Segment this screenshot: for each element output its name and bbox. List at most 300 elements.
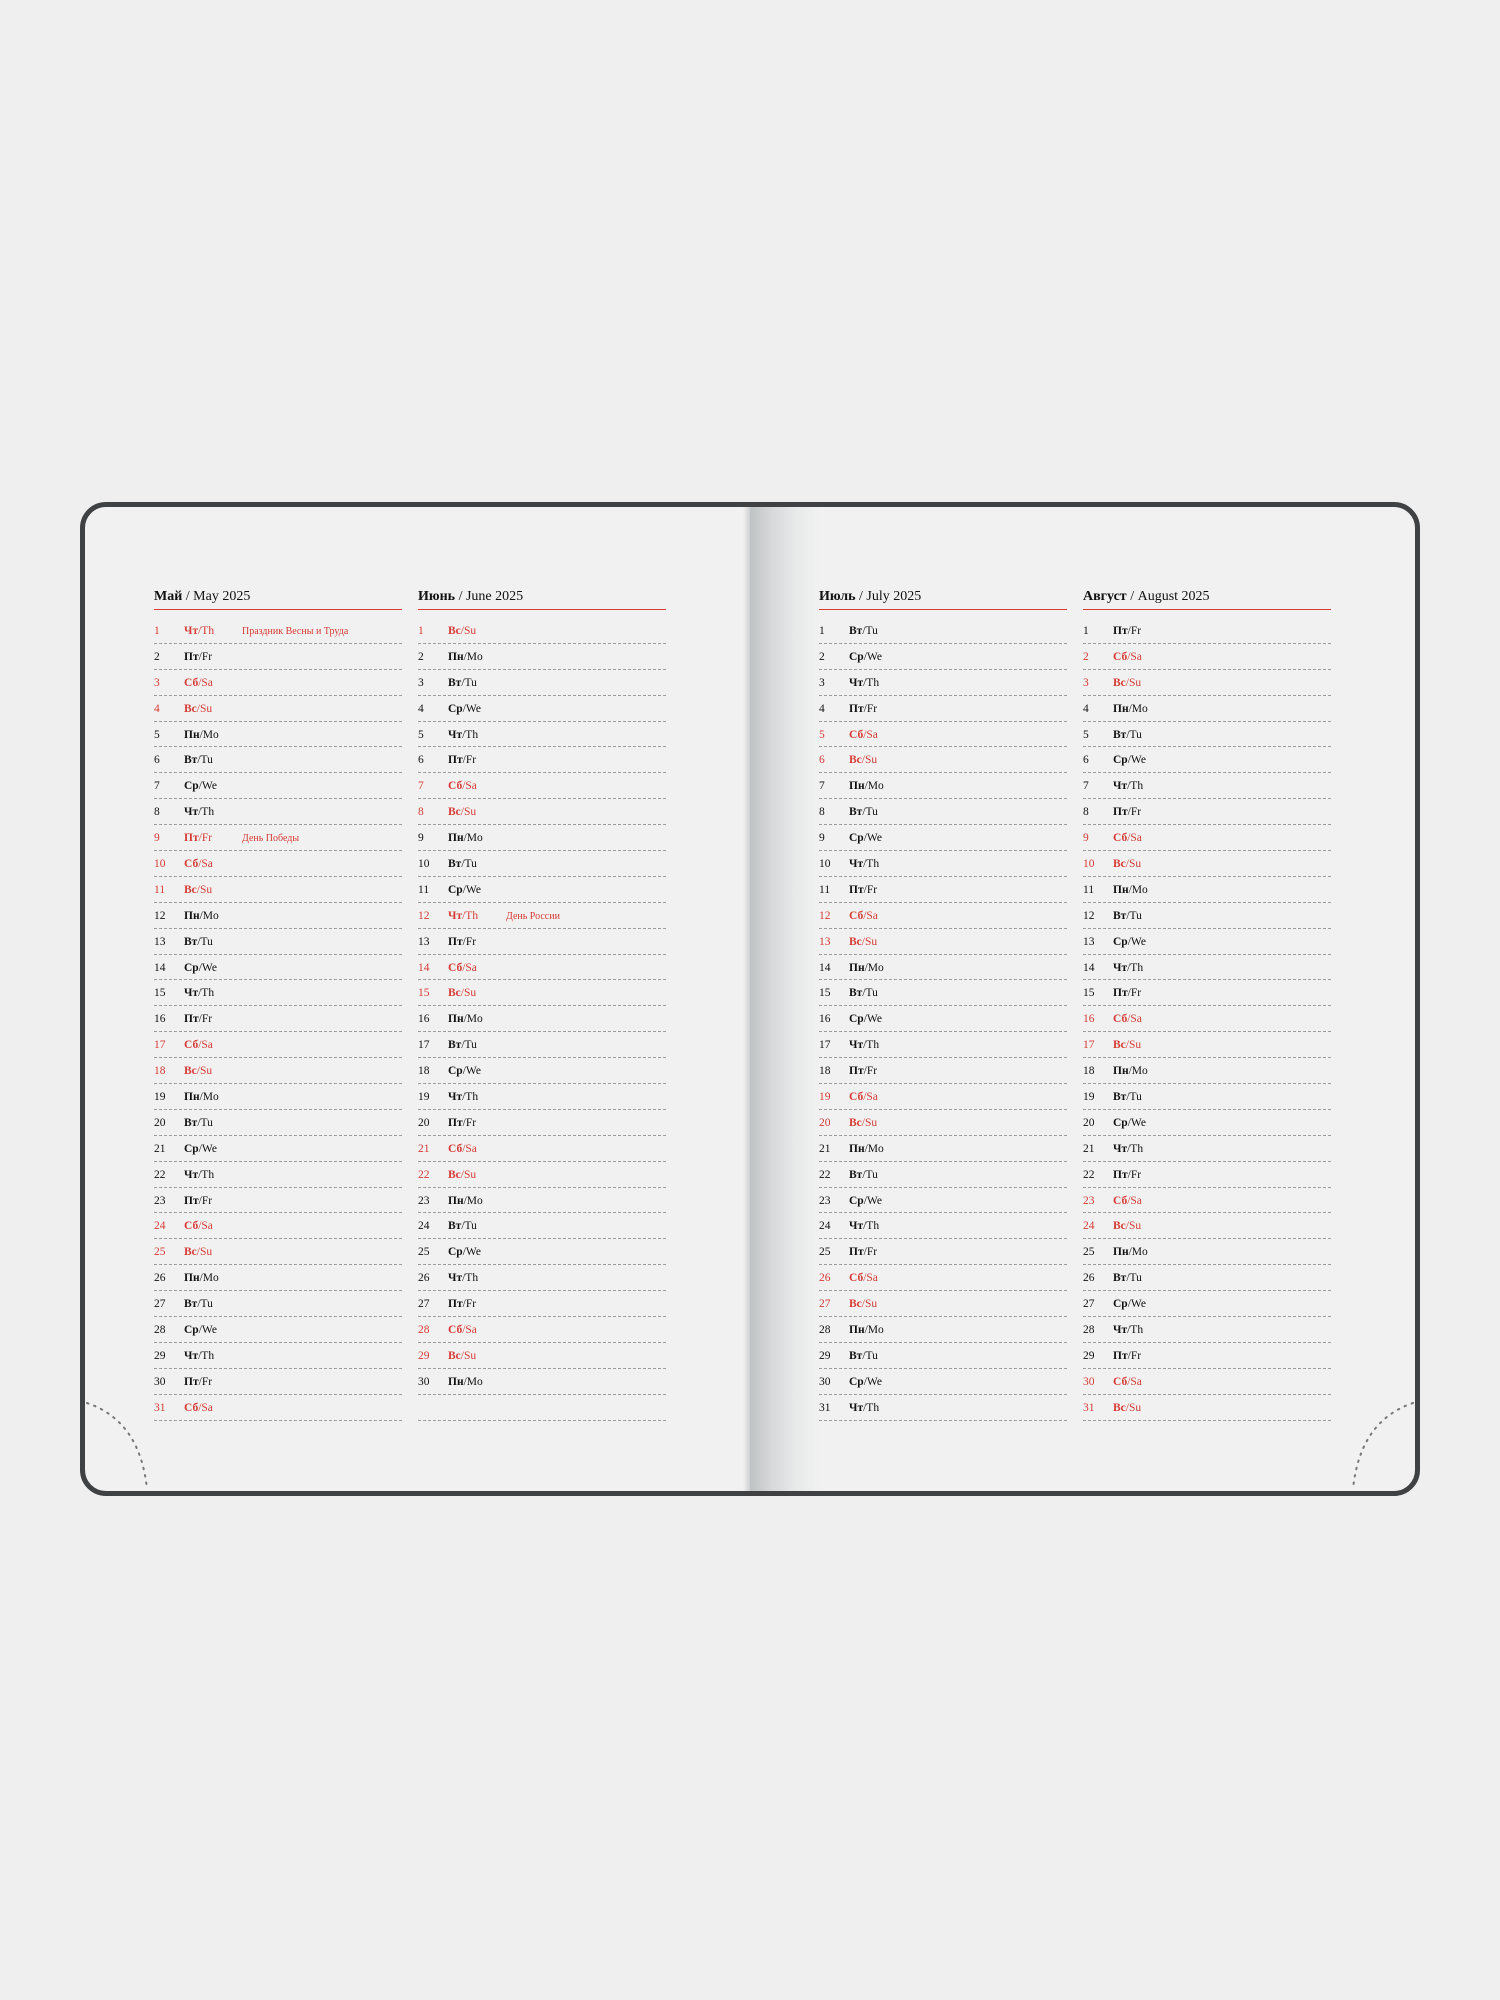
weekday-en: Fr xyxy=(201,1375,213,1388)
day-row xyxy=(819,1291,1067,1317)
day-row xyxy=(418,1162,666,1188)
day-number: 3 xyxy=(154,676,160,689)
weekday-en: Su xyxy=(1128,676,1142,689)
day-row xyxy=(418,903,666,929)
weekday-en: Su xyxy=(1128,1220,1142,1233)
weekday-ru: Вс xyxy=(1113,676,1126,689)
weekday-en: Mo xyxy=(202,1091,219,1104)
weekday-separator: / xyxy=(196,1065,200,1078)
day-number: 26 xyxy=(819,1272,831,1285)
day-row xyxy=(154,980,402,1006)
weekday-ru: Пт xyxy=(849,702,864,715)
weekday-ru: Вт xyxy=(1113,728,1127,741)
day-row xyxy=(418,670,666,696)
weekday xyxy=(849,625,878,637)
weekday-en: Tu xyxy=(865,1349,878,1362)
weekday-en: Mo xyxy=(466,650,483,663)
weekday xyxy=(184,858,213,870)
weekday-separator: / xyxy=(460,1349,464,1362)
day-row xyxy=(1083,955,1331,981)
weekday-separator: / xyxy=(462,961,466,974)
weekday xyxy=(184,884,212,896)
weekday xyxy=(184,806,214,818)
day-number: 29 xyxy=(1083,1349,1095,1362)
day-number: 19 xyxy=(819,1091,831,1104)
day-number: 7 xyxy=(1083,780,1089,793)
day-row xyxy=(819,1239,1067,1265)
day-number: 6 xyxy=(819,754,825,767)
day-row xyxy=(1083,825,1331,851)
weekday-separator: / xyxy=(1128,702,1132,715)
day-row xyxy=(154,1213,402,1239)
day-number: 7 xyxy=(819,780,825,793)
weekday-separator: / xyxy=(864,1324,868,1337)
weekday-en: Tu xyxy=(464,858,477,871)
day-number: 25 xyxy=(819,1246,831,1259)
weekday-separator: / xyxy=(863,883,867,896)
weekday xyxy=(448,910,478,922)
weekday xyxy=(1113,729,1142,741)
weekday-separator: / xyxy=(1128,1246,1132,1259)
weekday xyxy=(849,1402,879,1414)
weekday-ru: Пт xyxy=(1113,806,1128,819)
weekday-ru: Вт xyxy=(184,1298,198,1311)
month-title-separator: / xyxy=(1126,589,1138,604)
weekday-ru: Чт xyxy=(184,987,199,1000)
weekday-separator: / xyxy=(1127,1349,1131,1362)
weekday-separator: / xyxy=(1127,625,1131,637)
weekday-separator: / xyxy=(462,1091,466,1104)
weekday-separator: / xyxy=(198,806,202,819)
weekday-separator: / xyxy=(198,650,202,663)
day-row xyxy=(819,722,1067,748)
day-number: 31 xyxy=(819,1401,831,1414)
month-title-ru: Май xyxy=(154,589,183,604)
weekday-ru: Пт xyxy=(849,883,864,896)
weekday-en: Tu xyxy=(1129,1272,1142,1285)
weekday-separator: / xyxy=(460,987,464,1000)
weekday-en: Mo xyxy=(202,728,219,741)
weekday-ru: Ср xyxy=(448,1065,463,1078)
weekday-ru: Чт xyxy=(184,1168,199,1181)
weekday-separator: / xyxy=(463,650,467,663)
day-row xyxy=(819,1213,1067,1239)
weekday-separator: / xyxy=(198,780,202,793)
weekday-en: Fr xyxy=(465,1116,477,1129)
day-list xyxy=(819,618,1067,1421)
day-row xyxy=(418,644,666,670)
weekday-en: We xyxy=(1130,935,1146,948)
weekday-en: Th xyxy=(866,1039,880,1052)
day-row xyxy=(1083,773,1331,799)
day-number: 13 xyxy=(154,935,166,948)
day-row xyxy=(1083,1369,1331,1395)
weekday-separator: / xyxy=(863,1401,867,1414)
weekday xyxy=(849,1143,884,1155)
day-row xyxy=(819,955,1067,981)
day-number: 11 xyxy=(1083,883,1095,896)
day-number: 18 xyxy=(418,1065,430,1078)
weekday-separator: / xyxy=(1127,1375,1131,1388)
weekday xyxy=(1113,1272,1142,1284)
weekday-separator: / xyxy=(196,1246,200,1259)
weekday-ru: Сб xyxy=(448,961,463,974)
day-number: 8 xyxy=(418,806,424,819)
weekday-en: Tu xyxy=(865,987,878,1000)
weekday-separator: / xyxy=(1127,1168,1131,1181)
month-june xyxy=(418,585,666,1421)
weekday-ru: Чт xyxy=(448,728,463,741)
weekday-separator: / xyxy=(862,1168,866,1181)
day-number: 27 xyxy=(819,1298,831,1311)
day-number: 1 xyxy=(154,625,160,637)
weekday-ru: Вс xyxy=(184,883,197,896)
weekday xyxy=(849,1324,884,1336)
weekday-en: Tu xyxy=(464,676,477,689)
day-row xyxy=(819,1265,1067,1291)
day-number: 11 xyxy=(154,883,166,896)
day-number: 16 xyxy=(1083,1013,1095,1026)
day-number: 18 xyxy=(1083,1065,1095,1078)
weekday-separator: / xyxy=(1127,780,1131,793)
weekday-ru: Сб xyxy=(849,728,864,741)
weekday xyxy=(1113,780,1143,792)
weekday xyxy=(184,1350,214,1362)
weekday-ru: Вс xyxy=(1113,1039,1126,1052)
day-row xyxy=(819,877,1067,903)
day-row xyxy=(418,877,666,903)
weekday-separator: / xyxy=(198,1349,202,1362)
weekday xyxy=(849,832,882,844)
day-number: 23 xyxy=(418,1194,430,1207)
weekday-ru: Сб xyxy=(1113,1375,1128,1388)
day-number: 23 xyxy=(1083,1194,1095,1207)
day-number: 28 xyxy=(418,1324,430,1337)
weekday-en: Fr xyxy=(866,1246,878,1259)
weekday xyxy=(448,1169,476,1181)
weekday-separator: / xyxy=(863,1039,867,1052)
weekday-separator: / xyxy=(461,676,465,689)
month-title-ru: Июль xyxy=(819,589,856,604)
weekday-separator: / xyxy=(197,1116,201,1129)
day-number: 14 xyxy=(154,961,166,974)
day-row xyxy=(819,903,1067,929)
weekday-en: Th xyxy=(866,858,880,871)
weekday-separator: / xyxy=(863,1375,867,1388)
weekday xyxy=(1113,884,1148,896)
weekday-separator: / xyxy=(1126,909,1130,922)
weekday-ru: Вт xyxy=(448,858,462,871)
weekday-en: Tu xyxy=(200,1116,213,1129)
weekday-en: Th xyxy=(465,909,479,922)
weekday-separator: / xyxy=(863,702,867,715)
weekday-en: Th xyxy=(465,1272,479,1285)
day-row xyxy=(1083,1084,1331,1110)
weekday-ru: Пн xyxy=(184,909,200,922)
weekday xyxy=(849,1065,877,1077)
day-row xyxy=(154,1369,402,1395)
day-number: 31 xyxy=(154,1401,166,1414)
weekday-en: Fr xyxy=(1130,806,1142,819)
weekday-ru: Чт xyxy=(448,909,463,922)
weekday xyxy=(1113,936,1146,948)
day-number: 6 xyxy=(1083,754,1089,767)
weekday xyxy=(184,1220,213,1232)
day-row xyxy=(1083,1032,1331,1058)
weekday-ru: Вс xyxy=(849,1116,862,1129)
day-number: 25 xyxy=(1083,1246,1095,1259)
weekday xyxy=(1113,651,1142,663)
weekday-en: Sa xyxy=(1130,1013,1142,1026)
weekday xyxy=(1113,1402,1141,1414)
weekday xyxy=(849,677,879,689)
day-number: 30 xyxy=(154,1375,166,1388)
weekday-separator: / xyxy=(198,858,202,871)
weekday xyxy=(849,780,884,792)
weekday xyxy=(184,1402,213,1414)
weekday-en: Sa xyxy=(866,728,878,741)
weekday-en: Sa xyxy=(201,1220,213,1233)
day-row xyxy=(154,1188,402,1214)
weekday-separator: / xyxy=(863,1194,867,1207)
day-row xyxy=(418,1317,666,1343)
weekday xyxy=(849,1220,879,1232)
day-row xyxy=(154,1317,402,1343)
corner-perforation-right xyxy=(1345,1401,1415,1491)
weekday-separator: / xyxy=(198,676,202,689)
weekday-en: We xyxy=(866,832,882,845)
weekday-ru: Вт xyxy=(1113,1091,1127,1104)
weekday-separator: / xyxy=(1127,1142,1131,1155)
weekday xyxy=(448,806,476,818)
weekday-ru: Пт xyxy=(448,1116,463,1129)
weekday-separator: / xyxy=(862,987,866,1000)
day-row xyxy=(154,670,402,696)
weekday-ru: Вт xyxy=(448,1039,462,1052)
weekday-en: Su xyxy=(199,883,213,896)
day-number: 2 xyxy=(1083,650,1089,663)
weekday xyxy=(1113,1376,1142,1388)
day-number: 8 xyxy=(154,806,160,819)
day-number: 18 xyxy=(154,1065,166,1078)
weekday xyxy=(849,1246,877,1258)
weekday xyxy=(1113,1091,1142,1103)
day-number: 15 xyxy=(418,987,430,1000)
day-row xyxy=(1083,1213,1331,1239)
weekday-separator: / xyxy=(1127,754,1131,767)
weekday-en: Tu xyxy=(865,1168,878,1181)
weekday-separator: / xyxy=(461,858,465,871)
day-number: 25 xyxy=(154,1246,166,1259)
day-row xyxy=(418,1032,666,1058)
day-number: 21 xyxy=(819,1142,831,1155)
weekday-en: Fr xyxy=(465,754,477,767)
weekday-ru: Пт xyxy=(448,754,463,767)
weekday-separator: / xyxy=(1126,728,1130,741)
weekday-separator: / xyxy=(460,625,464,637)
weekday-separator: / xyxy=(463,832,467,845)
weekday-separator: / xyxy=(199,1272,203,1285)
day-number: 10 xyxy=(154,858,166,871)
day-number: 2 xyxy=(154,650,160,663)
day-row xyxy=(418,1369,666,1395)
weekday-ru: Пн xyxy=(184,728,200,741)
weekday xyxy=(448,651,483,663)
day-row xyxy=(154,644,402,670)
weekday-en: We xyxy=(201,1324,217,1337)
weekday-ru: Сб xyxy=(1113,1013,1128,1026)
weekday xyxy=(849,703,877,715)
weekday-separator: / xyxy=(863,728,867,741)
day-row xyxy=(819,644,1067,670)
month-title-ru: Август xyxy=(1083,589,1127,604)
weekday-ru: Пт xyxy=(448,1298,463,1311)
day-row xyxy=(819,1395,1067,1421)
day-number: 12 xyxy=(154,909,166,922)
weekday-ru: Ср xyxy=(448,883,463,896)
weekday-en: Sa xyxy=(866,1091,878,1104)
weekday xyxy=(1113,1298,1146,1310)
weekday-separator: / xyxy=(462,909,466,922)
weekday-ru: Сб xyxy=(448,780,463,793)
weekday xyxy=(448,729,478,741)
weekday-en: Fr xyxy=(201,1194,213,1207)
weekday xyxy=(184,1195,212,1207)
day-list xyxy=(154,618,402,1421)
weekday xyxy=(849,910,878,922)
weekday-ru: Пт xyxy=(1113,1168,1128,1181)
weekday-separator: / xyxy=(461,1220,465,1233)
day-number: 15 xyxy=(154,987,166,1000)
day-number: 14 xyxy=(819,961,831,974)
day-number: 22 xyxy=(154,1168,166,1181)
day-number: 26 xyxy=(418,1272,430,1285)
month-title-ru: Июнь xyxy=(418,589,456,604)
day-row xyxy=(418,773,666,799)
day-number: 13 xyxy=(418,935,430,948)
weekday-separator: / xyxy=(1127,1013,1131,1026)
day-row xyxy=(154,1343,402,1369)
day-number: 27 xyxy=(154,1298,166,1311)
weekday-separator: / xyxy=(1125,1401,1129,1414)
weekday xyxy=(448,1298,476,1310)
day-number: 4 xyxy=(1083,702,1089,715)
weekday-en: Su xyxy=(864,935,878,948)
weekday-separator: / xyxy=(864,780,868,793)
day-number: 27 xyxy=(418,1298,430,1311)
day-row xyxy=(418,1110,666,1136)
weekday-en: Su xyxy=(463,806,477,819)
day-row xyxy=(154,747,402,773)
weekday-en: Fr xyxy=(1130,987,1142,1000)
weekday-separator: / xyxy=(1125,676,1129,689)
day-number: 1 xyxy=(1083,625,1089,637)
weekday-ru: Вс xyxy=(849,1298,862,1311)
weekday-en: We xyxy=(866,1013,882,1026)
day-row xyxy=(1083,1006,1331,1032)
day-row xyxy=(154,851,402,877)
weekday xyxy=(184,729,219,741)
day-number: 23 xyxy=(819,1194,831,1207)
weekday-ru: Пт xyxy=(184,832,199,845)
holiday-note: День Победы xyxy=(242,833,300,845)
weekday-en: Th xyxy=(866,1401,880,1414)
weekday xyxy=(1113,1220,1141,1232)
weekday-separator: / xyxy=(1127,1324,1131,1337)
weekday-en: Fr xyxy=(201,650,213,663)
weekday xyxy=(849,651,882,663)
weekday-en: Mo xyxy=(202,1272,219,1285)
weekday-ru: Пт xyxy=(849,1065,864,1078)
day-number: 20 xyxy=(418,1116,430,1129)
weekday xyxy=(849,1298,877,1310)
day-number: 17 xyxy=(154,1039,166,1052)
day-number: 16 xyxy=(819,1013,831,1026)
weekday-ru: Пн xyxy=(448,1375,464,1388)
weekday-ru: Вс xyxy=(184,702,197,715)
day-row xyxy=(1083,722,1331,748)
weekday-en: Th xyxy=(1130,1142,1144,1155)
day-row xyxy=(154,1239,402,1265)
day-number: 18 xyxy=(819,1065,831,1078)
weekday xyxy=(849,1376,882,1388)
weekday-en: Th xyxy=(201,625,215,637)
weekday-separator: / xyxy=(862,1349,866,1362)
weekday-ru: Вт xyxy=(448,1220,462,1233)
weekday-ru: Вс xyxy=(448,987,461,1000)
holiday-note: Праздник Весны и Труда xyxy=(242,626,349,637)
weekday-en: Tu xyxy=(1129,728,1142,741)
holiday-note: День России xyxy=(506,910,560,922)
day-row xyxy=(1083,851,1331,877)
day-number: 15 xyxy=(819,987,831,1000)
weekday-separator: / xyxy=(1125,858,1129,871)
weekday-ru: Вт xyxy=(184,754,198,767)
weekday-separator: / xyxy=(198,1039,202,1052)
weekday-en: Sa xyxy=(465,1324,477,1337)
weekday-ru: Пн xyxy=(849,780,865,793)
weekday-ru: Сб xyxy=(849,909,864,922)
weekday xyxy=(184,1013,212,1025)
weekday-ru: Вс xyxy=(184,1246,197,1259)
weekday-ru: Пт xyxy=(1113,987,1128,1000)
day-row xyxy=(1083,1058,1331,1084)
weekday-en: Fr xyxy=(1130,1349,1142,1362)
weekday-separator: / xyxy=(199,1091,203,1104)
weekday xyxy=(1113,1350,1141,1362)
weekday-separator: / xyxy=(864,1142,868,1155)
day-row xyxy=(1083,1265,1331,1291)
weekday-ru: Сб xyxy=(1113,832,1128,845)
day-number: 1 xyxy=(418,625,424,637)
weekday-separator: / xyxy=(196,883,200,896)
weekday-ru: Пт xyxy=(1113,625,1128,637)
weekday-ru: Вт xyxy=(184,935,198,948)
weekday xyxy=(448,780,477,792)
weekday-ru: Пн xyxy=(184,1272,200,1285)
weekday-en: Mo xyxy=(466,1375,483,1388)
day-number: 30 xyxy=(819,1375,831,1388)
day-number: 30 xyxy=(418,1375,430,1388)
weekday-separator: / xyxy=(460,806,464,819)
weekday-ru: Чт xyxy=(448,1272,463,1285)
day-number: 6 xyxy=(154,754,160,767)
weekday-ru: Ср xyxy=(184,780,199,793)
weekday-ru: Ср xyxy=(184,1324,199,1337)
weekday xyxy=(1113,677,1141,689)
weekday-separator: / xyxy=(198,1194,202,1207)
day-number: 21 xyxy=(1083,1142,1095,1155)
